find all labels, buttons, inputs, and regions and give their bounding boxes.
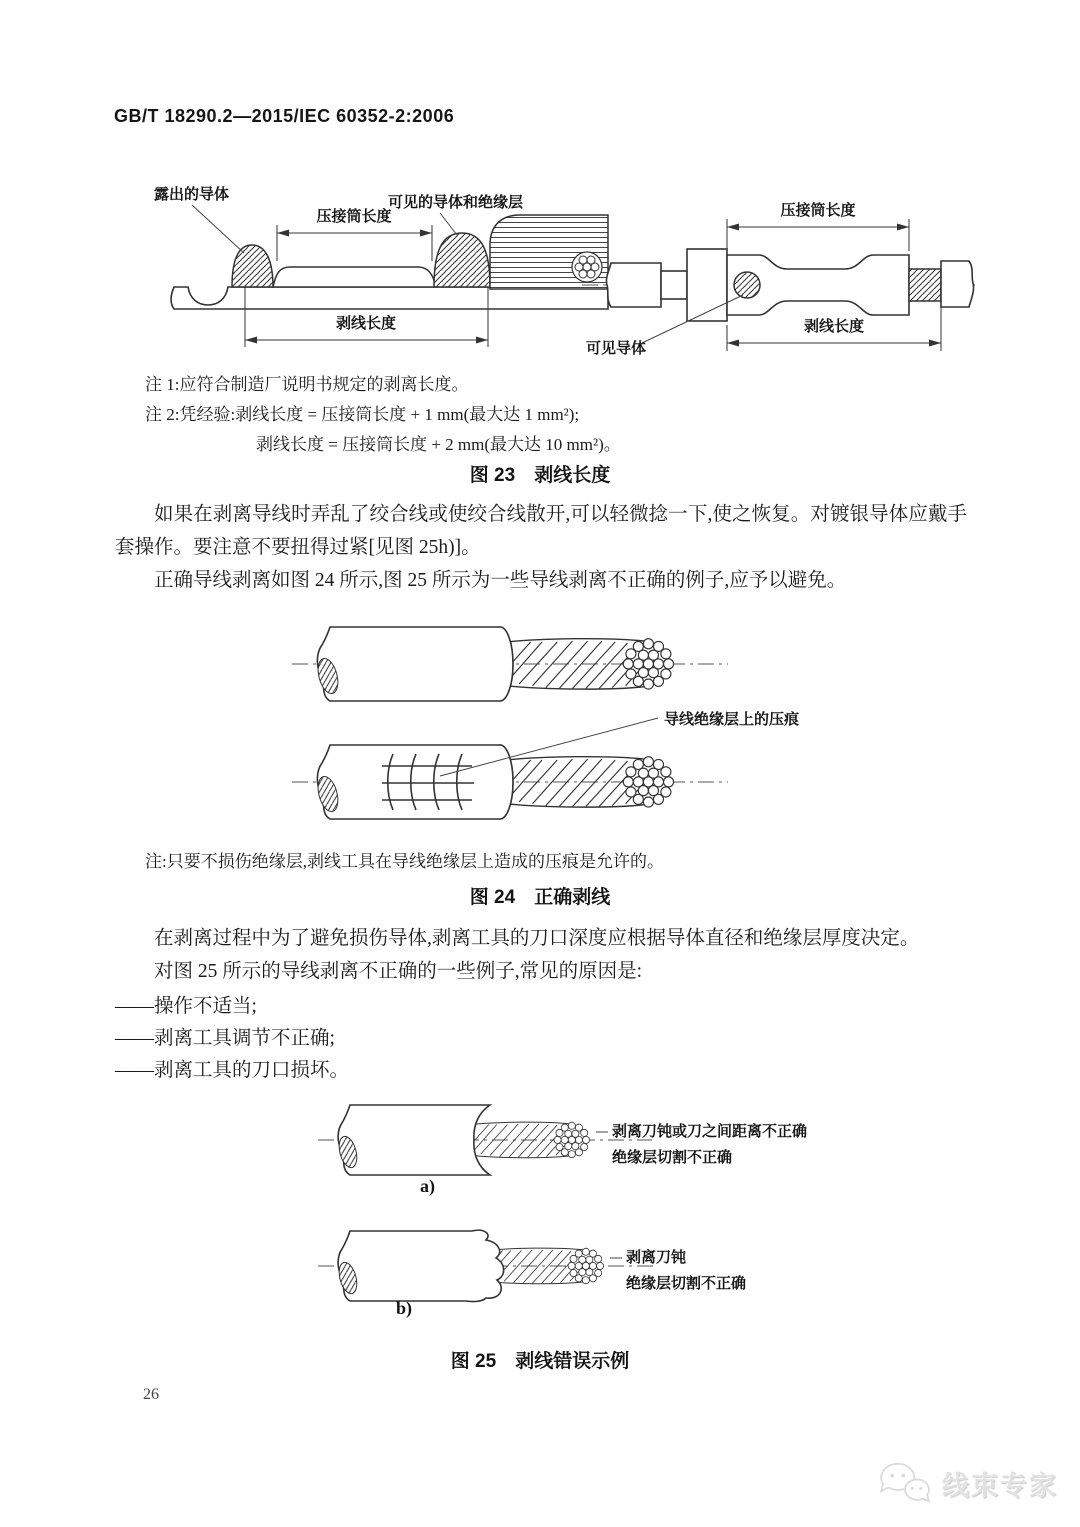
- fig25b-label-line2: 绝缘层切割不正确: [626, 1276, 747, 1292]
- fig24-correct-stripping-drawing: [288, 602, 836, 854]
- dim-label-crimp-barrel-length: 压接筒长度: [316, 209, 392, 225]
- fig25a-label-line1: 剥离刀钝或刀之间距离不正确: [612, 1124, 808, 1140]
- fig24-wire-bottom: [292, 745, 728, 819]
- fig24-wire-top: [292, 627, 728, 701]
- inspection-hole: [734, 272, 760, 298]
- cause-item-3: ——剥离工具的刀口损坏。: [115, 1060, 350, 1081]
- conductor-stub: [909, 269, 941, 301]
- wechat-icon: [878, 1460, 934, 1506]
- fig23-note1: 注 1:应符合制造厂说明书规定的剥离长度。: [145, 375, 469, 394]
- body-paragraph-4: 对图 25 所示的导线剥离不正确的一些例子,常见的原因是:: [154, 961, 643, 982]
- label-visible-conductor: 可见导体: [586, 341, 647, 357]
- body-paragraph-2: 正确导线剥离如图 24 所示,图 25 所示为一些导线剥离不正确的例子,应予以避免。: [154, 570, 847, 591]
- fig23-note2-line1: 注 2:凭经验:剥线长度 = 压接筒长度 + 1 mm(最大达 1 mm²);: [145, 405, 580, 424]
- dim-label-crimp-barrel-length-right: 压接筒长度: [780, 203, 856, 219]
- dim-label-strip-length-right: 剥线长度: [803, 319, 865, 335]
- fig25b-label-line1: 剥离刀钝: [626, 1250, 687, 1266]
- fig25a-incorrect-stripping-drawing: [312, 1086, 877, 1198]
- label-exposed-conductor: 露出的导体: [154, 187, 230, 203]
- watermark: [878, 1460, 1058, 1506]
- body-paragraph-3: 在剥离过程中为了避免损伤导体,剥离工具的刀口深度应根据导体直径和绝缘层厚度决定。: [154, 928, 920, 949]
- fig25a-label-line2: 绝缘层切割不正确: [612, 1150, 733, 1166]
- label-visible-conductor-insulation: 可见的导体和绝缘层: [388, 195, 524, 211]
- page-number: 26: [143, 1386, 159, 1403]
- fig23-open-crimp-drawing: [140, 175, 610, 365]
- body-paragraph-1: 如果在剥离导线时弄乱了绞合线或使绞合线散开,可以轻微捻一下,使之恢复。对镀银导体应戴手套操作。要注意不要扭得过紧[见图 25h)]。: [115, 504, 967, 558]
- cause-item-1: ——操作不适当;: [115, 996, 257, 1017]
- exposed-conductor-section: [232, 245, 273, 287]
- standard-number-header: GB/T 18290.2—2015/IEC 60352-2:2006: [114, 106, 455, 126]
- fig23-note2-line2: 剥线长度 = 压接筒长度 + 2 mm(最大达 10 mm²)。: [256, 435, 621, 454]
- dim-label-strip-length: 剥线长度: [335, 316, 397, 332]
- watermark-text: 线束专家: [942, 1470, 1058, 1501]
- fig24-caption: 图 24 正确剥线: [469, 887, 611, 908]
- fig25-caption: 图 25 剥线错误示例: [450, 1351, 630, 1372]
- fig24-note: 注:只要不损伤绝缘层,剥线工具在导线绝缘层上造成的压痕是允许的。: [145, 852, 664, 871]
- cause-item-2: ——剥离工具调节不正确;: [115, 1028, 335, 1049]
- visible-conductor-section: [434, 233, 490, 287]
- fig23-caption: 图 23 剥线长度: [469, 465, 611, 486]
- fig23-closed-crimp-drawing: [580, 175, 980, 365]
- fig25b-tag: b): [396, 1298, 413, 1318]
- label-insulation-indentation: 导线绝缘层上的压痕: [664, 712, 800, 728]
- fig25a-tag: a): [420, 1176, 435, 1196]
